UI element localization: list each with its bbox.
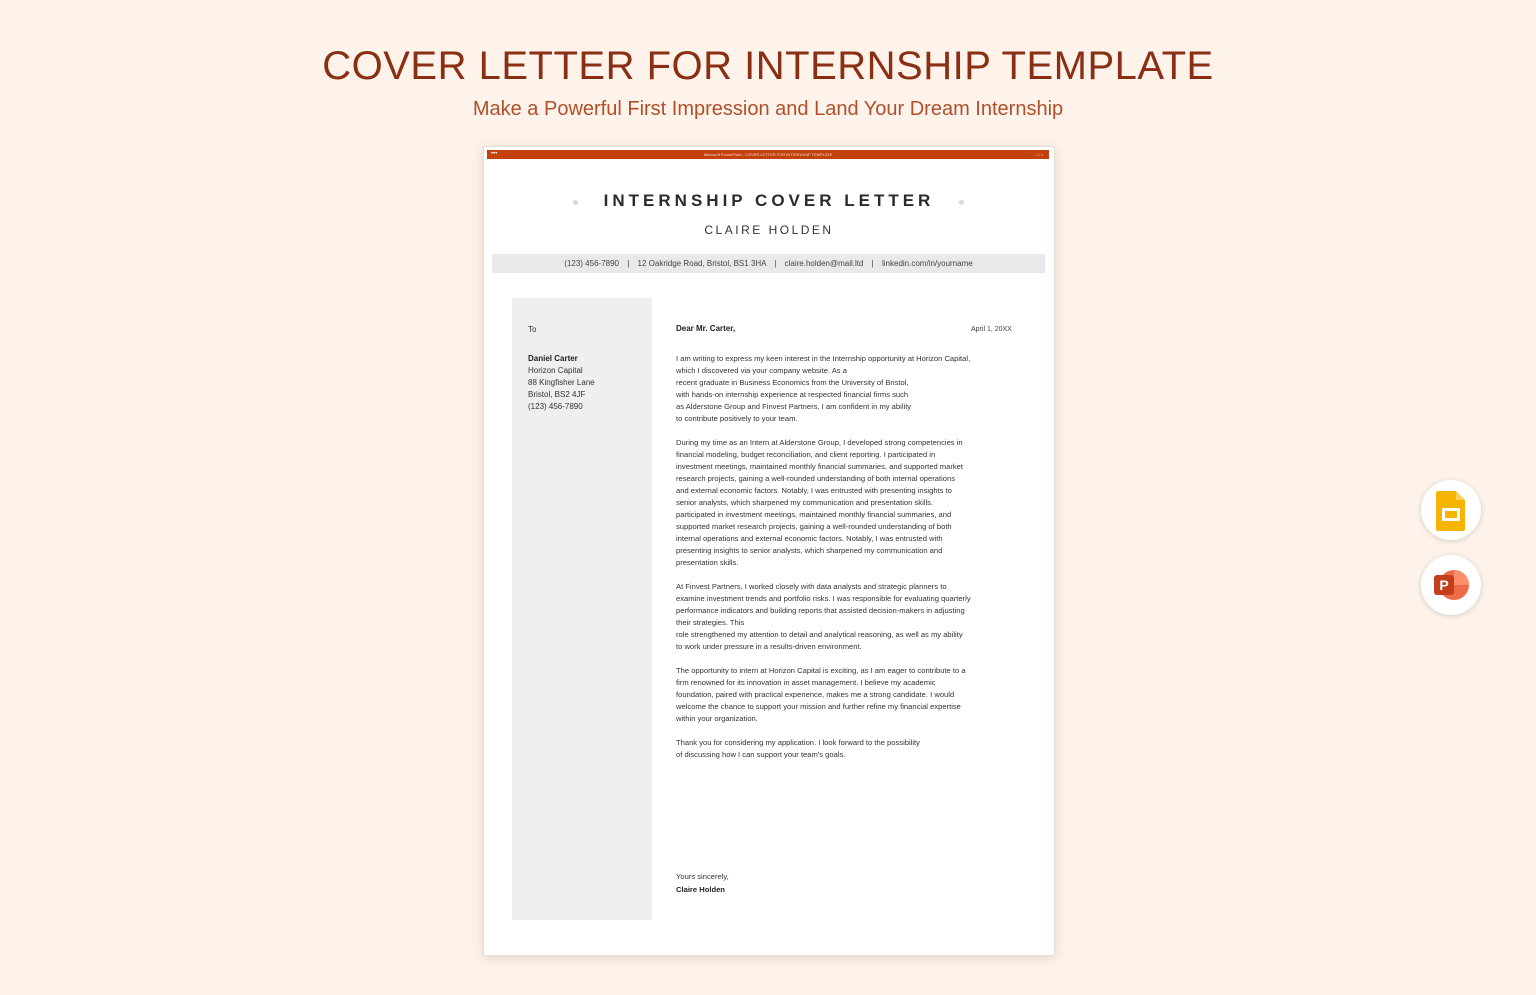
- google-slides-glyph: [1421, 480, 1481, 540]
- contact-separator: |: [627, 259, 630, 268]
- document-preview: [483, 146, 1055, 956]
- signature: Claire Holden: [676, 885, 725, 894]
- page-title: COVER LETTER FOR INTERNSHIP TEMPLATE: [322, 44, 1214, 88]
- body-paragraph: Thank you for considering my application. I look forward to the possibility of discussing how I can support your team's goals.: [676, 738, 920, 759]
- contact-linkedin: linkedin.com/in/yourname: [881, 259, 973, 268]
- applicant-name: CLAIRE HOLDEN: [704, 223, 834, 237]
- letter-title: INTERNSHIP COVER LETTER: [603, 191, 935, 210]
- body-paragraph: The opportunity to intern at Horizon Capital is exciting, as I am eager to contribute to a firm renowned for its innovation in asset management. I believe my academic foundation, paired with practical experience, makes me a strong candidate. I would welcome the chance to support your mission and further refine my financial expertise within your organization.: [676, 666, 966, 723]
- body-paragraph: At Finvest Partners, I worked closely with data analysts and strategic planners to examine investment trends and portfolio risks. I was responsible for evaluating quarterly performance indicators and building reports that assisted decision-makers in adjusting their strategies. This role strengthened my attention to detail and analytical reasoning, as well as my ability to work under pressure in a results-driven environment.: [676, 582, 971, 651]
- window-controls-icon[interactable]: •••: [491, 151, 498, 157]
- contact-phone: (123) 456-7890: [564, 259, 619, 268]
- recipient-name: Daniel Carter: [528, 354, 578, 363]
- contact-address: 12 Oakridge Road, Bristol, BS1 3HA: [637, 259, 767, 268]
- window-buttons-icon[interactable]: – □ ×: [1033, 152, 1043, 157]
- body-paragraph: I am writing to express my keen interest in the Internship opportunity at Horizon Capital, which I discovered via your company website. As a recent graduate in Business Economics from the University of Bristol, with hands-on internship experience at respected financial firms such as Alderstone Group and Finvest Partners, I am confident in my ability to contribute positively to your team.: [676, 354, 971, 423]
- contact-separator: |: [774, 259, 777, 268]
- page-subtitle: Make a Powerful First Impression and Land Your Dream Internship: [472, 98, 1064, 120]
- letter-date: April 1, 20XX: [971, 326, 1012, 333]
- body-paragraph: During my time as an Intern at Alderstone Group, I developed strong competencies in financial modeling, budget reconciliation, and client reporting. I participated in investment meetings, maintained monthly financial summaries, and supported market research projects, gaining a well-rounded understanding of both internal operations and external economic factors. Notably, I was entrusted with presenting insights to senior analysts, which sharpened my communication and presentation skills. participated in investment meetings, maintained monthly financial summaries, and supported market research projects, gaining a well-rounded understanding of both internal operations and external economic factors. Notably, I was entrusted with presenting insights to senior analysts, which sharpened my communication and presentation skills.: [676, 438, 964, 567]
- greeting: Dear Mr. Carter,: [676, 324, 736, 333]
- google-slides-icon[interactable]: [1421, 480, 1481, 540]
- closing: Yours sincerely,: [676, 872, 729, 881]
- window-title: Microsoft PowerPoint - COVER LETTER FOR INTERNSHIP TEMPLATE: [703, 152, 833, 157]
- window-titlebar: [487, 150, 1049, 159]
- to-label: To: [528, 325, 537, 334]
- contact-bar: [492, 254, 1045, 273]
- contact-email: claire.holden@mail.ltd: [784, 259, 864, 268]
- powerpoint-icon[interactable]: [1421, 555, 1481, 615]
- recipient-phone: (123) 456-7890: [528, 402, 583, 411]
- recipient-block: [528, 353, 595, 413]
- decorative-dot-right: [959, 200, 964, 205]
- powerpoint-glyph: [1421, 555, 1481, 615]
- powerpoint-letter: P: [1439, 577, 1449, 593]
- contact-separator: |: [871, 259, 874, 268]
- recipient-company: Horizon Capital: [528, 366, 583, 375]
- letter-body: [676, 353, 1026, 773]
- recipient-city: Bristol, BS2 4JF: [528, 390, 586, 399]
- recipient-sidebar: [512, 298, 652, 920]
- recipient-street: 88 Kingfisher Lane: [528, 378, 595, 387]
